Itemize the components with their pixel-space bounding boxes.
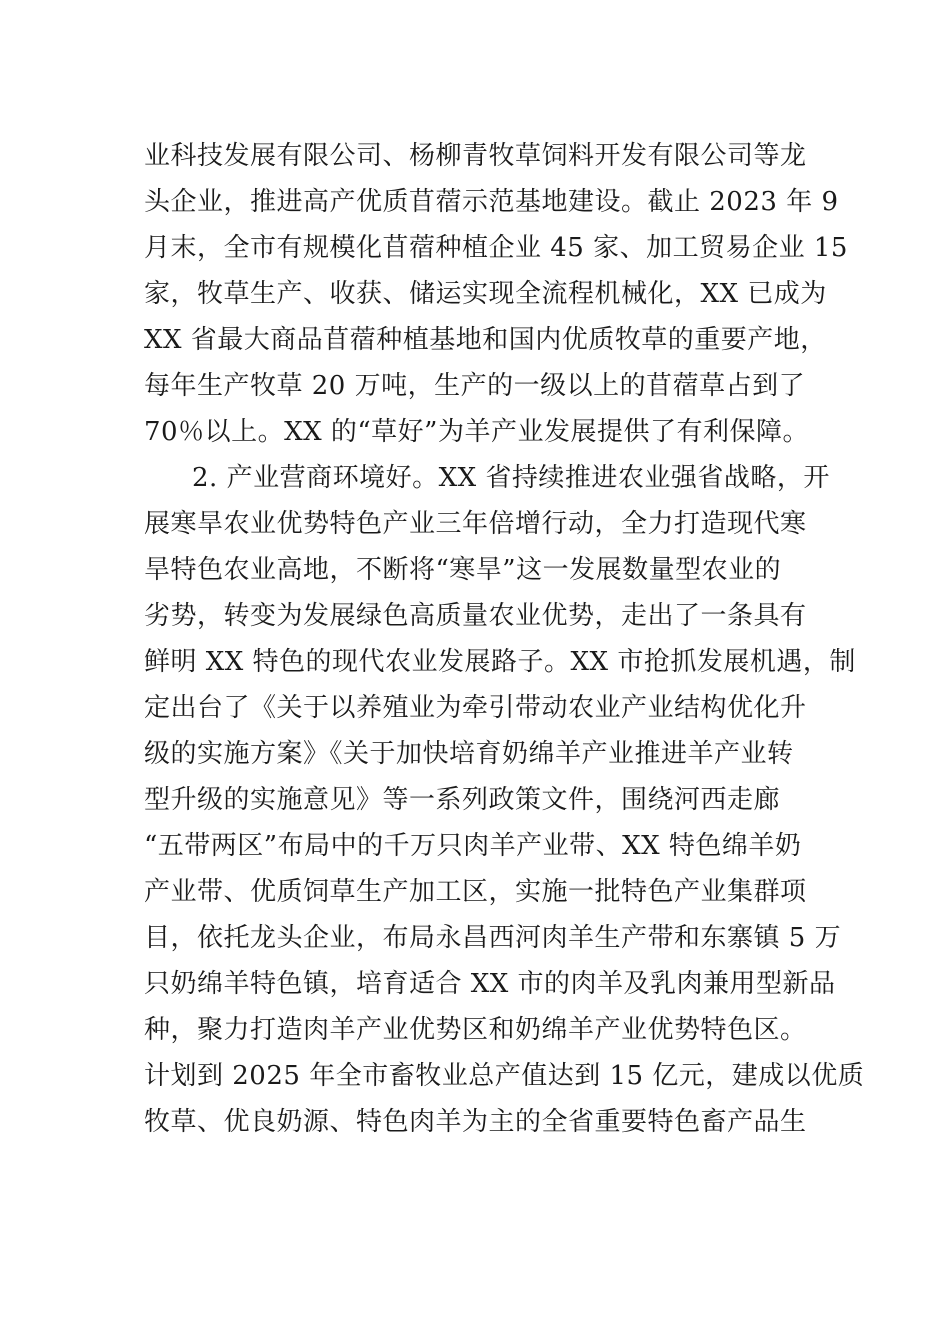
text-line: 鲜明 XX 特色的现代农业发展路子。XX 市抢抓发展机遇，制 (144, 647, 856, 677)
text-line: 定出台了《关于以养殖业为牵引带动农业产业结构优化升 (144, 693, 807, 723)
text-line: 牧草、优良奶源、特色肉羊为主的全省重要特色畜产品生 (144, 1107, 807, 1137)
text-line: 种，聚力打造肉羊产业优势区和奶绵羊产业优势特色区。 (144, 1015, 807, 1045)
text-line: 产业带、优质饲草生产加工区，实施一批特色产业集群项 (144, 877, 807, 907)
text-line: 展寒旱农业优势特色产业三年倍增行动，全力打造现代寒 (144, 509, 807, 539)
text-line: 月末，全市有规模化苜蓿种植企业 45 家、加工贸易企业 15 (144, 233, 848, 263)
text-line: 家，牧草生产、收获、储运实现全流程机械化，XX 已成为 (144, 279, 827, 309)
text-line: 计划到 2025 年全市畜牧业总产值达到 15 亿元，建成以优质 (144, 1061, 865, 1091)
text-line: 旱特色农业高地，不断将“寒旱”这一发展数量型农业的 (144, 555, 782, 585)
text-line: 级的实施方案》《关于加快培育奶绵羊产业推进羊产业转 (144, 739, 794, 769)
text-line: “五带两区”布局中的千万只肉羊产业带、XX 特色绵羊奶 (144, 831, 802, 861)
text-line: 70％以上。XX 的“草好”为羊产业发展提供了有利保障。 (144, 417, 809, 447)
text-line: 每年生产牧草 20 万吨，生产的一级以上的苜蓿草占到了 (144, 371, 806, 401)
text-line: XX 省最大商品苜蓿种植基地和国内优质牧草的重要产地， (144, 325, 827, 355)
text-line: 头企业，推进高产优质苜蓿示范基地建设。截止 2023 年 9 (144, 187, 839, 217)
text-line: 劣势，转变为发展绿色高质量农业优势，走出了一条具有 (144, 601, 807, 631)
text-line: 业科技发展有限公司、杨柳青牧草饲料开发有限公司等龙 (144, 141, 807, 171)
text-line: 型升级的实施意见》等一系列政策文件，围绕河西走廊 (144, 785, 781, 815)
paragraph-first-line: 2. 产业营商环境好。XX 省持续推进农业强省战略，开 (192, 463, 830, 493)
text-line: 目，依托龙头企业，布局永昌西河肉羊生产带和东寨镇 5 万 (144, 923, 842, 953)
text-line: 只奶绵羊特色镇，培育适合 XX 市的肉羊及乳肉兼用型新品 (144, 969, 836, 999)
